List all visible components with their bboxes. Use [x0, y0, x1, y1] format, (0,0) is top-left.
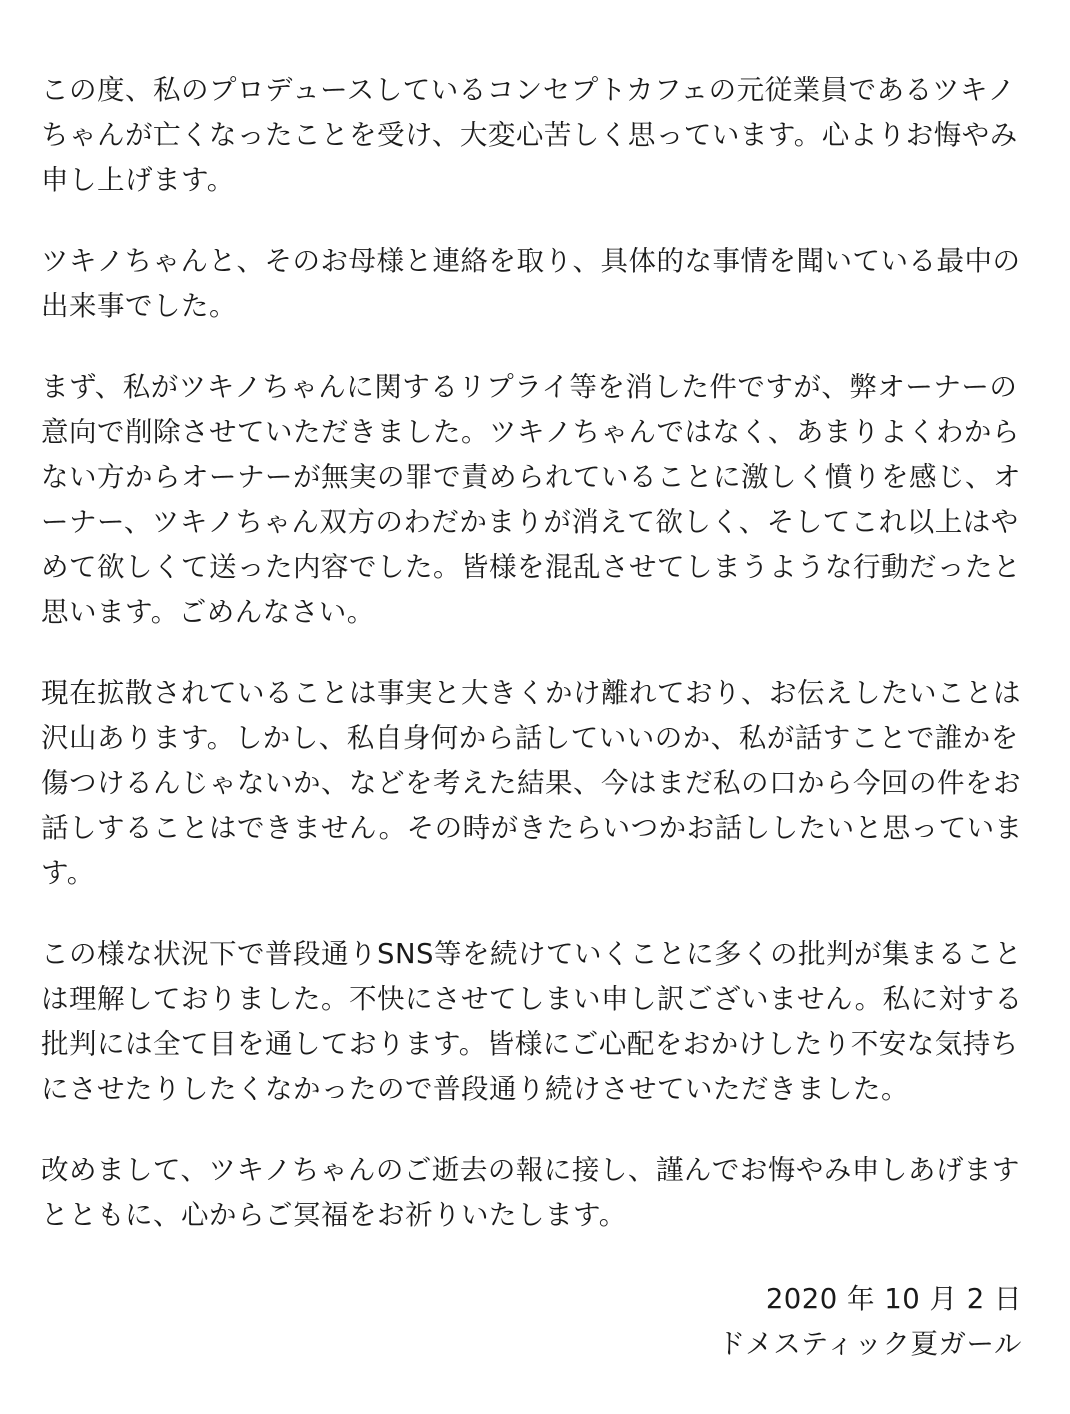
text-line: めて欲しくて送った内容でした。皆様を混乱させてしまうような行動だったと — [41, 551, 1021, 583]
paragraph-deleted-replies — [41, 365, 1031, 635]
statement-date: 2020 年 10 月 2 日 — [765, 1283, 1022, 1315]
text-line: とともに、心からご冥福をお祈りいたします。 — [41, 1199, 627, 1231]
text-line: この様な状況下で普段通りSNS等を続けていくことに多くの批判が集まること — [41, 938, 1022, 970]
text-line: は理解しておりました。不快にさせてしまい申し訳ございません。私に対する — [41, 983, 1023, 1015]
text-line: 申し上げます。 — [41, 164, 235, 196]
paragraph-current-reports — [41, 671, 1031, 896]
text-line: まず、私がツキノちゃんに関するリプライ等を消した件ですが、弊オーナーの — [41, 371, 1018, 403]
text-line: 現在拡散されていることは事実と大きくかけ離れており、お伝えしたいことは — [41, 677, 1021, 709]
text-line: 批判には全て目を通しております。皆様にご心配をおかけしたり不安な気持ち — [41, 1028, 1019, 1060]
paragraph-condolences — [41, 68, 1031, 203]
text-line: す。 — [41, 857, 95, 889]
paragraph-closing — [41, 1148, 1031, 1238]
text-line: この度、私のプロデュースしているコンセプトカフェの元従業員であるツキノ — [41, 74, 1016, 106]
text-line: ーナー、ツキノちゃん双方のわだかまりが消えて欲しく、そしてこれ以上はや — [41, 506, 1019, 538]
text-line: ない方からオーナーが無実の罪で責められていることに激しく憤りを感じ、オ — [41, 461, 1021, 493]
text-line: 改めまして、ツキノちゃんのご逝去の報に接し、謹んでお悔やみ申しあげます — [41, 1154, 1020, 1186]
signature-block — [718, 1277, 1022, 1367]
text-line: 思います。ごめんなさい。 — [41, 596, 375, 628]
text-line: 意向で削除させていただきました。ツキノちゃんではなく、あまりよくわから — [41, 416, 1020, 448]
author-name: ドメスティック夏ガール — [717, 1328, 1022, 1360]
text-line: 傷つけるんじゃないか、などを考えた結果、今はまだ私の口から今回の件をお — [41, 767, 1021, 799]
text-line: 出来事でした。 — [41, 290, 237, 322]
text-line: にさせたりしたくなかったので普段通り続けさせていただきました。 — [41, 1073, 909, 1105]
text-line: 沢山あります。しかし、私自身何から話していいのか、私が話すことで誰かを — [41, 722, 1019, 754]
paragraph-sns-criticism — [41, 932, 1031, 1112]
text-line: ちゃんが亡くなったことを受け、大変心苦しく思っています。心よりお悔やみ — [41, 119, 1018, 151]
text-line: 話しすることはできません。その時がきたらいつかお話ししたいと思っていま — [41, 812, 1023, 844]
paragraph-circumstances — [41, 239, 1031, 329]
statement-body — [41, 68, 1031, 1274]
text-line: ツキノちゃんと、そのお母様と連絡を取り、具体的な事情を聞いている最中の — [41, 245, 1021, 277]
